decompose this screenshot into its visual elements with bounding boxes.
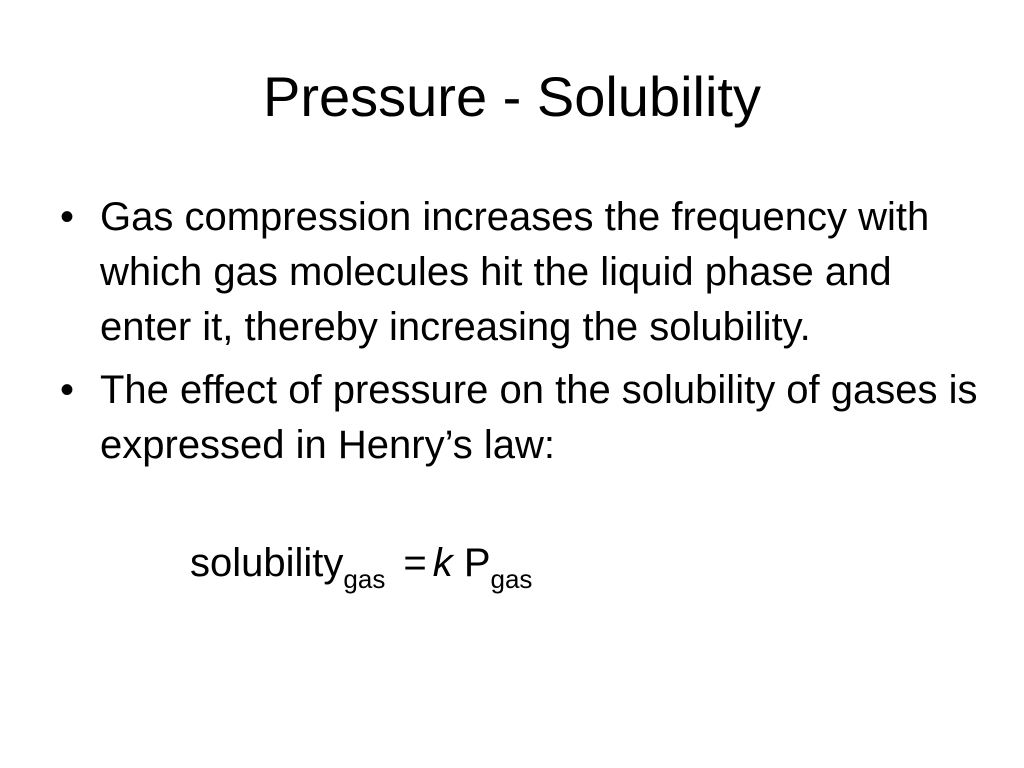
formula-rhs-subscript: gas [490, 564, 533, 594]
formula-lhs-subscript: gas [343, 564, 386, 594]
formula-lhs: solubility [190, 541, 344, 585]
bullet-marker: • [60, 368, 75, 412]
bullet-text: The effect of pressure on the solubility of gases is expressed in Henry’s law: [100, 368, 978, 467]
henrys-law-formula [190, 536, 532, 595]
bullet-text: Gas compression increases the frequency with which gas molecules hit the liquid phase and enter it, thereby increasing the solubility. [100, 195, 930, 349]
bullet-marker: • [60, 195, 75, 239]
slide-title: Pressure - Solubility [263, 65, 761, 128]
formula-equals: = [403, 541, 427, 585]
formula-rhs: P [463, 541, 491, 585]
bullet-item-henrys-law [60, 363, 980, 473]
bullet-item-gas-compression [60, 190, 980, 355]
formula-constant-k: k [432, 541, 453, 585]
bullet-list [60, 190, 980, 481]
